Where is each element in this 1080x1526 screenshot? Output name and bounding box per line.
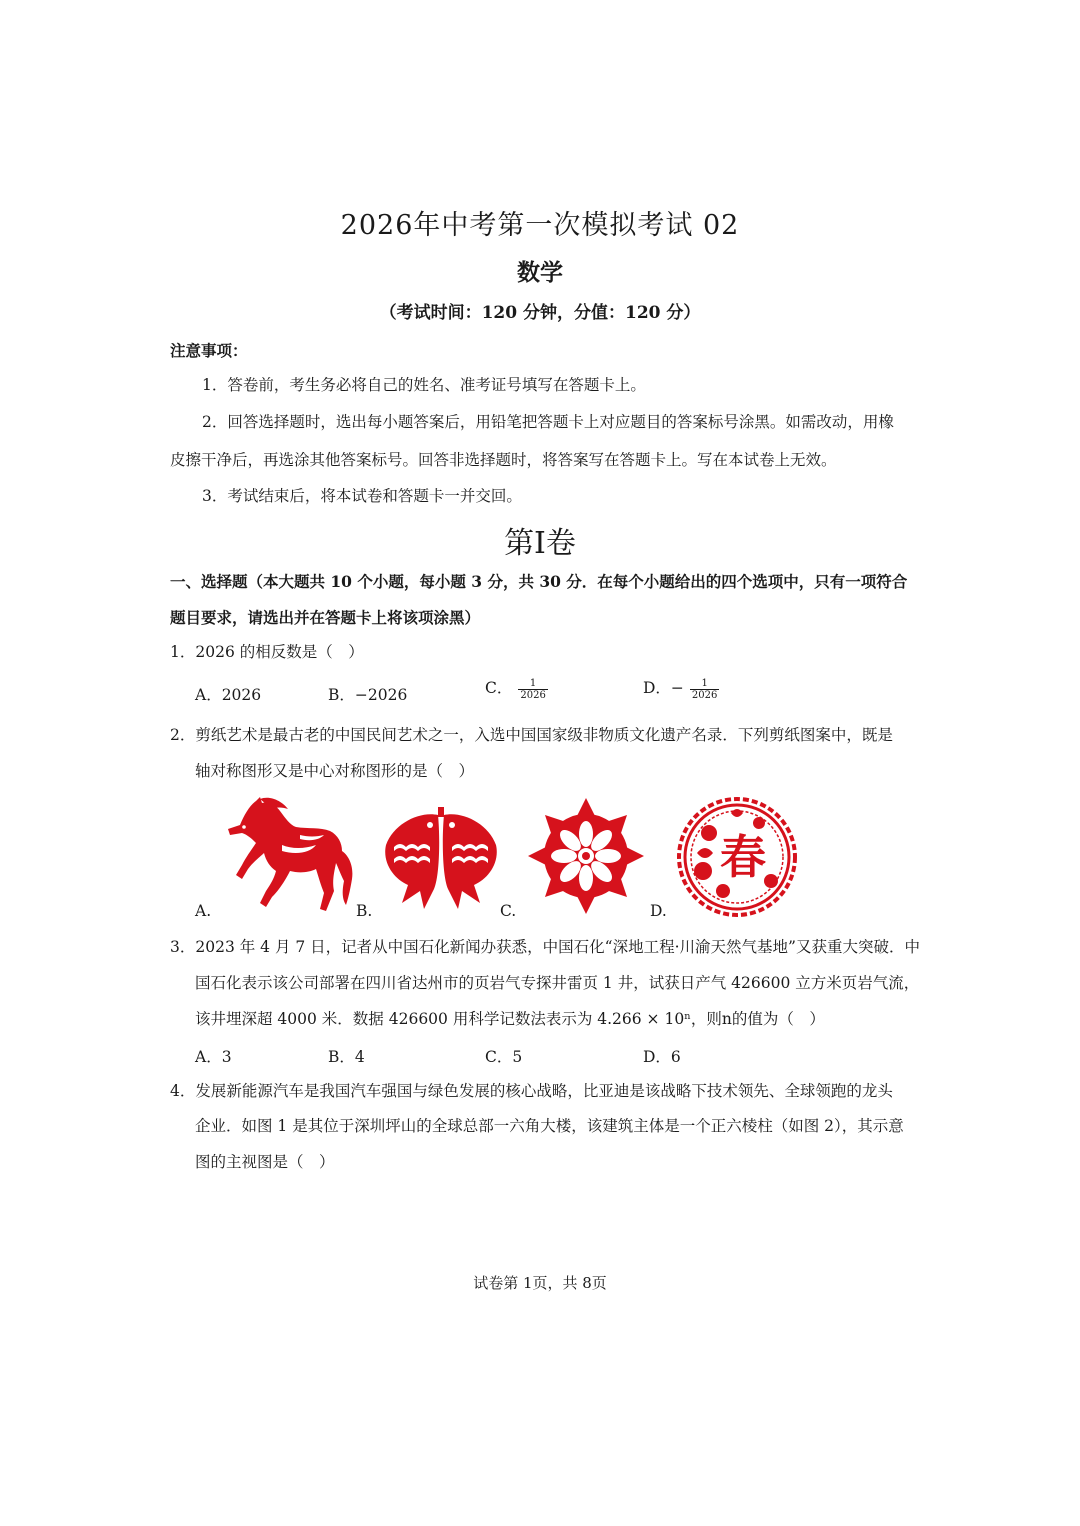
notice-heading: 注意事项： — [170, 341, 248, 360]
q1-option-b: B．−2026 — [328, 686, 408, 704]
exam-title: 2026年中考第一次模拟考试 02 — [340, 210, 740, 241]
spring-papercut-image — [675, 795, 799, 919]
section-1-line-1: 一、选择题（本大题共 10 个小题，每小题 3 分，共 30 分．在每个小题给出的四个选项中，只有一项符合 — [170, 572, 908, 591]
q3-line-3: 该井埋深超 4000 米．数据 426600 用科学记数法表示为 4.266 × 10ⁿ，则n的值为（ ） — [195, 1010, 825, 1028]
q1-option-d-label: D．− — [643, 679, 684, 697]
page-footer: 试卷第 1页，共 8页 — [473, 1274, 607, 1292]
notice-item-3: 3．考试结束后，将本试卷和答题卡一并交回。 — [202, 487, 522, 505]
q3-option-c: C．5 — [485, 1048, 523, 1066]
fraction-denominator: 2026 — [520, 689, 546, 701]
q3-option-d: D．6 — [643, 1048, 681, 1066]
spring-papercut-character: 春 — [720, 830, 766, 884]
notice-item-1: 1．答卷前，考生务必将自己的姓名、准考证号填写在答题卡上。 — [202, 376, 646, 394]
q2-line-2: 轴对称图形又是中心对称图形的是（ ） — [195, 762, 475, 780]
q1-option-d — [643, 676, 719, 701]
q3-option-a: A．3 — [195, 1048, 232, 1066]
notice-item-2-line-1: 2．回答选择题时，选出每小题答案后，用铅笔把答题卡上对应题目的答案标号涂黑。如需改动，用橡 — [202, 413, 894, 431]
volume-title: 第I卷 — [504, 526, 576, 561]
horse-papercut-image — [220, 795, 360, 915]
q1-option-c-fraction — [518, 678, 547, 701]
q3-line-1: 3．2023 年 4 月 7 日，记者从中国石化新闻办获悉，中国石化“深地工程·川渝天然气基地”又获重大突破．中 — [170, 938, 920, 956]
q2-option-c: C. — [500, 902, 517, 920]
q1-option-d-fraction — [690, 678, 719, 701]
flower-papercut-image — [525, 795, 647, 917]
q3-line-2: 国石化表示该公司部署在四川省达州市的页岩气专探井雷页 1 井，试获日产气 426600 立方米页岩气流， — [195, 974, 920, 992]
q4-line-2: 企业．如图 1 是其位于深圳坪山的全球总部一六角大楼，该建筑主体是一个正六棱柱（如图 2），其示意 — [195, 1117, 904, 1135]
section-1-line-2: 题目要求，请选出并在答题卡上将该项涂黑） — [170, 608, 481, 627]
q2-option-b: B. — [356, 902, 373, 920]
q1-option-c — [485, 676, 548, 701]
exam-meta: （考试时间：120 分钟，分值：120 分） — [379, 303, 701, 323]
notice-item-2-line-2: 皮擦干净后，再选涂其他答案标号。回答非选择题时，将答案写在答题卡上。写在本试卷上无效。 — [170, 451, 837, 469]
q2-line-1: 2．剪纸艺术是最古老的中国民间艺术之一，入选中国国家级非物质文化遗产名录．下列剪纸图案中，既是 — [170, 726, 893, 744]
fraction-numerator: 1 — [690, 678, 719, 690]
q2-option-d: D. — [650, 902, 667, 920]
fraction-denominator: 2026 — [691, 689, 718, 701]
fraction-numerator: 1 — [518, 678, 547, 690]
q2-option-a: A. — [195, 902, 212, 920]
q4-line-3: 图的主视图是（ ） — [195, 1153, 335, 1171]
q1-option-a: A．2026 — [195, 686, 262, 704]
q1-stem: 1．2026 的相反数是（ ） — [170, 643, 364, 661]
q4-line-1: 4．发展新能源汽车是我国汽车强国与绿色发展的核心战略，比亚迪是该战略下技术领先、全球领跑的龙头 — [170, 1082, 893, 1100]
fish-papercut-image — [380, 805, 502, 917]
q3-option-b: B．4 — [328, 1048, 365, 1066]
q1-option-c-label: C． — [485, 679, 513, 697]
exam-subject: 数学 — [517, 259, 563, 286]
